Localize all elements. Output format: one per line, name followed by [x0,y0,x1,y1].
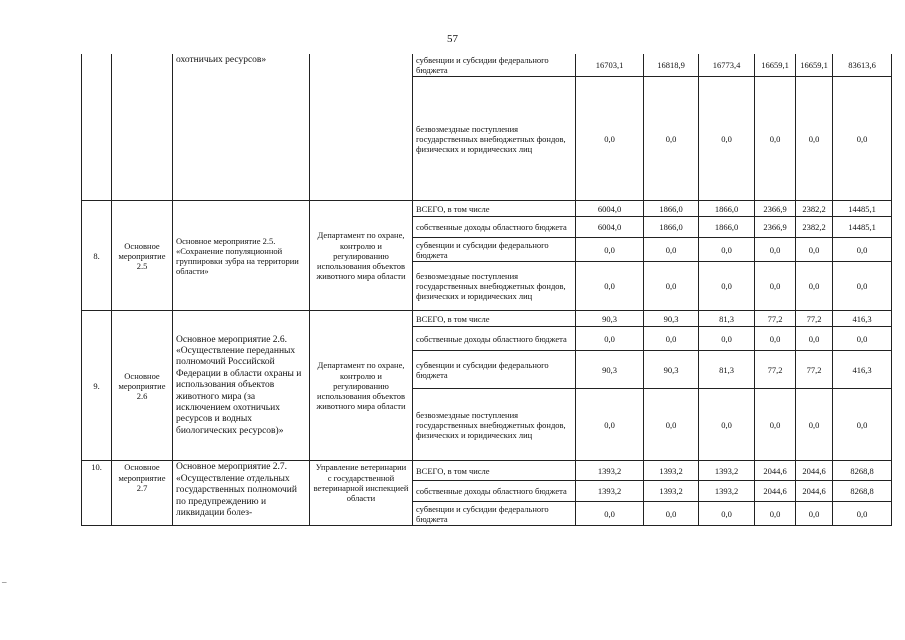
funding-source-cell: субвенции и субсидии федерального бюджета [413,502,576,526]
value-cell: 16773,4 [699,54,755,77]
value-cell: 81,3 [699,311,755,327]
row-number-cell: 8. [82,201,112,311]
value-cell: 2044,6 [796,461,833,481]
value-cell: 1866,0 [699,217,755,238]
value-cell: 2044,6 [796,481,833,502]
value-cell: 2044,6 [755,481,796,502]
funding-source-cell: собственные доходы областного бюджета [413,481,576,502]
value-cell: 1393,2 [699,461,755,481]
funding-source-cell: ВСЕГО, в том числе [413,461,576,481]
value-cell: 0,0 [833,502,892,526]
value-cell: 0,0 [796,77,833,201]
event-name-cell: Основное мероприятие 2.6. «Осуществление переданных полномочий Российской Федерации в области охраны и использования объектов животного мира (за исключением охотничьих ресурсов и водных биологических ресурсов)» [173,311,310,461]
value-cell: 0,0 [755,502,796,526]
value-cell: 0,0 [796,262,833,311]
value-cell: 16703,1 [576,54,644,77]
value-cell: 0,0 [576,238,644,262]
value-cell: 0,0 [796,502,833,526]
value-cell: 0,0 [796,327,833,351]
table-row [82,311,892,327]
event-name-cell: Основное мероприятие 2.5. «Сохранение популяционной группировки зубра на территории области» [173,201,310,311]
value-cell: 0,0 [755,389,796,461]
value-cell: 16818,9 [644,54,699,77]
event-name-cell: охотничьих ресурсов» [173,54,310,201]
value-cell: 0,0 [833,238,892,262]
value-cell: 2382,2 [796,201,833,217]
event-code-cell: Основное мероприятие 2.7 [112,461,173,526]
value-cell: 2366,9 [755,217,796,238]
value-cell: 90,3 [644,311,699,327]
value-cell: 1393,2 [576,461,644,481]
value-cell: 0,0 [833,327,892,351]
event-code-cell: Основное мероприятие 2.6 [112,311,173,461]
value-cell: 1393,2 [699,481,755,502]
funding-table [81,54,892,526]
value-cell: 0,0 [796,238,833,262]
margin-mark: – [2,577,7,587]
value-cell: 81,3 [699,351,755,389]
page-number: 57 [447,33,458,45]
value-cell: 0,0 [576,77,644,201]
executor-cell: Департамент по охране, контролю и регулированию использования объектов животного мира области [310,311,413,461]
executor-cell [310,54,413,201]
value-cell: 0,0 [755,262,796,311]
value-cell: 0,0 [699,262,755,311]
value-cell: 6004,0 [576,217,644,238]
value-cell: 1866,0 [699,201,755,217]
funding-source-cell: субвенции и субсидии федерального бюджета [413,54,576,77]
value-cell: 0,0 [644,502,699,526]
value-cell: 0,0 [796,389,833,461]
value-cell: 1393,2 [644,481,699,502]
value-cell: 0,0 [833,77,892,201]
value-cell: 0,0 [755,77,796,201]
funding-source-cell: субвенции и субсидии федерального бюджета [413,238,576,262]
value-cell: 16659,1 [796,54,833,77]
executor-cell: Департамент по охране, контролю и регулированию использования объектов животного мира области [310,201,413,311]
funding-source-cell: ВСЕГО, в том числе [413,311,576,327]
value-cell: 1393,2 [576,481,644,502]
value-cell: 1866,0 [644,201,699,217]
value-cell: 14485,1 [833,217,892,238]
value-cell: 77,2 [796,351,833,389]
funding-source-cell: субвенции и субсидии федерального бюджета [413,351,576,389]
value-cell: 0,0 [699,327,755,351]
value-cell: 90,3 [576,311,644,327]
value-cell: 0,0 [699,502,755,526]
table-row [82,201,892,217]
value-cell: 0,0 [755,327,796,351]
row-number-cell: 10. [82,461,112,526]
value-cell: 0,0 [576,389,644,461]
value-cell: 8268,8 [833,461,892,481]
executor-cell: Управление ветеринарии с государственной ветеринарной инспекцией области [310,461,413,526]
value-cell: 416,3 [833,311,892,327]
table-row [82,54,892,77]
value-cell: 0,0 [699,238,755,262]
funding-source-cell: собственные доходы областного бюджета [413,327,576,351]
funding-source-cell: ВСЕГО, в том числе [413,201,576,217]
value-cell: 90,3 [576,351,644,389]
value-cell: 14485,1 [833,201,892,217]
value-cell: 0,0 [644,389,699,461]
value-cell: 0,0 [833,389,892,461]
value-cell: 90,3 [644,351,699,389]
value-cell: 0,0 [699,77,755,201]
value-cell: 6004,0 [576,201,644,217]
value-cell: 0,0 [755,238,796,262]
table-row [82,461,892,481]
value-cell: 0,0 [644,238,699,262]
value-cell: 0,0 [576,327,644,351]
funding-source-cell: безвозмездные поступления государственных внебюджетных фондов, физических и юридических лиц [413,262,576,311]
event-code-cell [112,54,173,201]
funding-source-cell: безвозмездные поступления государственных внебюджетных фондов, физических и юридических лиц [413,77,576,201]
value-cell: 416,3 [833,351,892,389]
value-cell: 0,0 [644,327,699,351]
value-cell: 0,0 [576,502,644,526]
value-cell: 0,0 [644,262,699,311]
event-name-cell: Основное мероприятие 2.7. «Осуществление отдельных государственных полномочий по предупреждению и ликвидации болез- [173,461,310,526]
value-cell: 77,2 [755,351,796,389]
value-cell: 8268,8 [833,481,892,502]
value-cell: 77,2 [796,311,833,327]
value-cell: 0,0 [644,77,699,201]
value-cell: 0,0 [576,262,644,311]
event-code-cell: Основное мероприятие 2.5 [112,201,173,311]
value-cell: 1393,2 [644,461,699,481]
row-number-cell: 9. [82,311,112,461]
funding-source-cell: собственные доходы областного бюджета [413,217,576,238]
value-cell: 0,0 [699,389,755,461]
value-cell: 16659,1 [755,54,796,77]
value-cell: 83613,6 [833,54,892,77]
value-cell: 2044,6 [755,461,796,481]
value-cell: 0,0 [833,262,892,311]
value-cell: 1866,0 [644,217,699,238]
row-number-cell [82,54,112,201]
funding-source-cell: безвозмездные поступления государственных внебюджетных фондов, физических и юридических лиц [413,389,576,461]
value-cell: 77,2 [755,311,796,327]
value-cell: 2366,9 [755,201,796,217]
value-cell: 2382,2 [796,217,833,238]
